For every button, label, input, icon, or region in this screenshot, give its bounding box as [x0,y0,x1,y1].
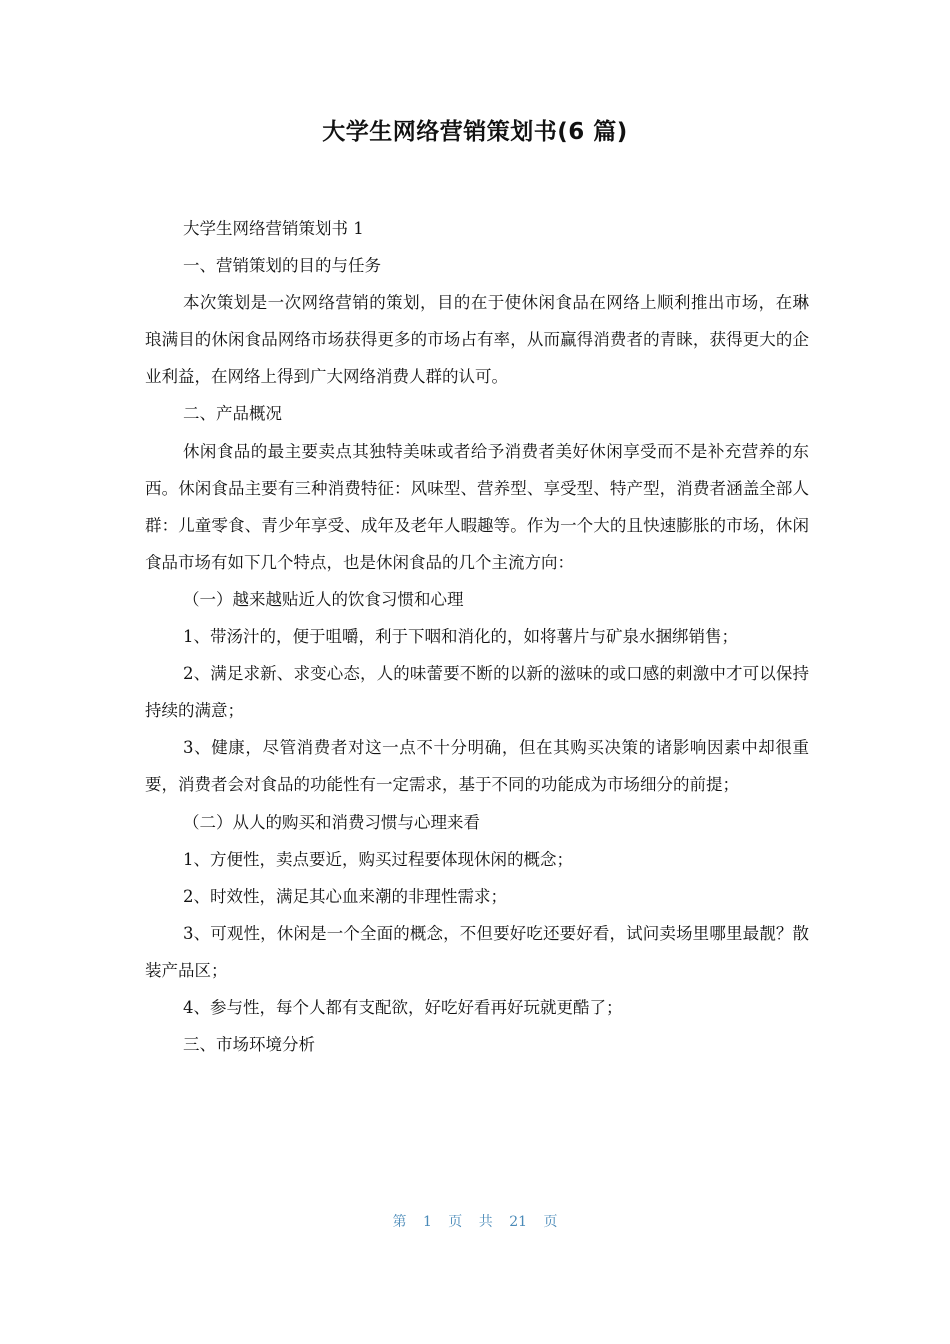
document-title: 大学生网络营销策划书(6 篇) [322,119,628,145]
list-item: 1、带汤汁的，便于咀嚼，利于下咽和消化的，如将薯片与矿泉水捆绑销售； [183,627,738,647]
list-item: 4、参与性，每个人都有支配欲，好吃好看再好玩就更酷了； [183,997,623,1017]
subsection-heading: （一）越来越贴近人的饮食习惯和心理 [183,589,464,609]
section-heading: 二、产品概况 [183,404,282,424]
list-item: 3、健康，尽管消费者对这一点不十分明确，但在其购买决策的诸影响因素中却很重要，消费者会对食品的功能性有一定需求，基于不同的功能成为市场细分的前提； [145,738,809,795]
document-body [145,210,809,1063]
page-number-footer: 第 1 页 共 21 页 [392,1214,558,1230]
paragraph: 大学生网络营销策划书 1 [183,219,364,238]
paragraph: 本次策划是一次网络营销的策划，目的在于使休闲食品在网络上顺利推出市场，在琳琅满目的休闲食品网络市场获得更多的市场占有率，从而赢得消费者的青睐，获得更大的企业利益，在网络上得到广大网络消费人群的认可。 [145,293,809,387]
list-item: 1、方便性，卖点要近，购买过程要体现休闲的概念； [183,849,573,869]
list-item: 3、可观性，休闲是一个全面的概念，不但要好吃还要好看，试问卖场里哪里最靓？散装产品区； [145,923,809,980]
section-heading: 一、营销策划的目的与任务 [183,256,381,276]
paragraph: 休闲食品的最主要卖点其独特美味或者给予消费者美好休闲享受而不是补充营养的东西。休闲食品主要有三种消费特征：风味型、营养型、享受型、特产型，消费者涵盖全部人群：儿童零食、青少年享受、成年及老年人暇趣等。作为一个大的且快速膨胀的市场，休闲食品市场有如下几个特点，也是休闲食品的几个主流方向： [145,441,809,572]
list-item: 2、时效性，满足其心血来潮的非理性需求； [183,886,507,906]
list-item: 2、满足求新、求变心态，人的味蕾要不断的以新的滋味的或口感的刺激中才可以保持持续的满意； [145,664,809,721]
section-heading: 三、市场环境分析 [183,1035,315,1055]
subsection-heading: （二）从人的购买和消费习惯与心理来看 [183,812,480,832]
